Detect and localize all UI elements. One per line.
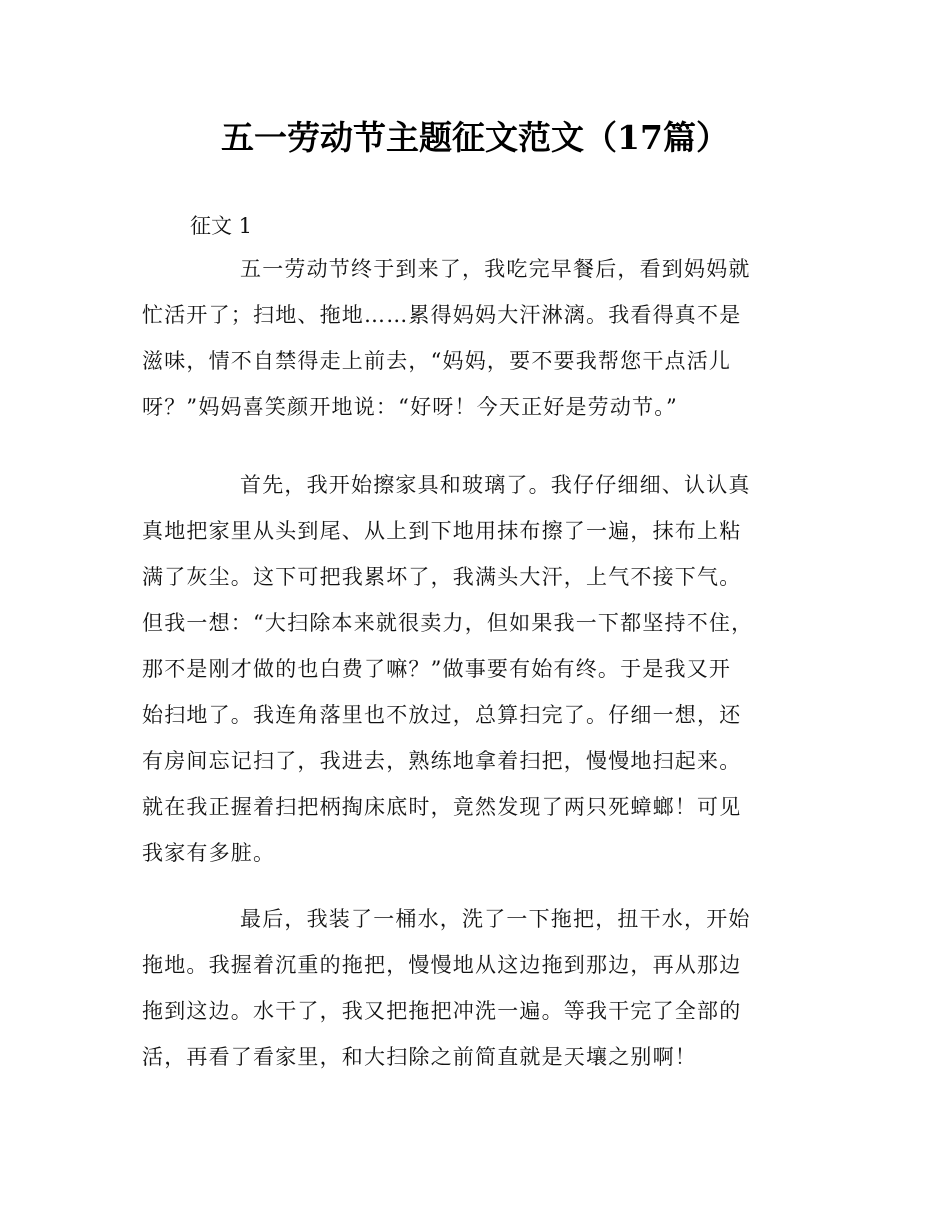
- paragraph-line: 最后，我装了一桶水，洗了一下拖把，扭干水，开始: [240, 907, 751, 931]
- paragraph-line: 五一劳动节终于到来了，我吃完早餐后，看到妈妈就: [240, 257, 751, 281]
- paragraph-line: 我家有多脏。: [142, 841, 276, 865]
- section-label: 征文 1: [190, 214, 253, 238]
- paragraph-line: 就在我正握着扫把柄掏床底时，竟然发现了两只死蟑螂！可见: [142, 795, 742, 819]
- paragraph-line: 滋味，情不自禁得走上前去，“妈妈，要不要我帮您干点活儿: [142, 349, 732, 373]
- document-title: 五一劳动节主题征文范文（17篇）: [221, 118, 729, 157]
- paragraph-line: 那不是刚才做的也白费了嘛？”做事要有始有终。于是我又开: [142, 657, 732, 681]
- paragraph-line: 真地把家里从头到尾、从上到下地用抹布擦了一遍，抹布上粘: [142, 519, 742, 543]
- paragraph-line: 始扫地了。我连角落里也不放过，总算扫完了。仔细一想，还: [142, 703, 742, 727]
- paragraph-line: 拖到这边。水干了，我又把拖把冲洗一遍。等我干完了全部的: [142, 999, 742, 1023]
- paragraph-line: 忙活开了；扫地、拖地……累得妈妈大汗淋漓。我看得真不是: [142, 303, 742, 327]
- paragraph-1: [142, 246, 822, 430]
- paragraph-line: 满了灰尘。这下可把我累坏了，我满头大汗，上气不接下气。: [142, 565, 742, 589]
- paragraph-line: 活，再看了看家里，和大扫除之前简直就是天壤之别啊！: [142, 1045, 697, 1069]
- paragraph-line: 呀？”妈妈喜笑颜开地说：“好呀！今天正好是劳动节。”: [142, 395, 678, 419]
- paragraph-line: 首先，我开始擦家具和玻璃了。我仔仔细细、认认真: [240, 473, 751, 497]
- paragraph-2: [142, 462, 822, 876]
- paragraph-line: 但我一想：“大扫除本来就很卖力，但如果我一下都坚持不住，: [142, 611, 754, 635]
- paragraph-3: [142, 896, 822, 1080]
- paragraph-line: 有房间忘记扫了，我进去，熟练地拿着扫把，慢慢地扫起来。: [142, 749, 742, 773]
- paragraph-line: 拖地。我握着沉重的拖把，慢慢地从这边拖到那边，再从那边: [142, 953, 742, 977]
